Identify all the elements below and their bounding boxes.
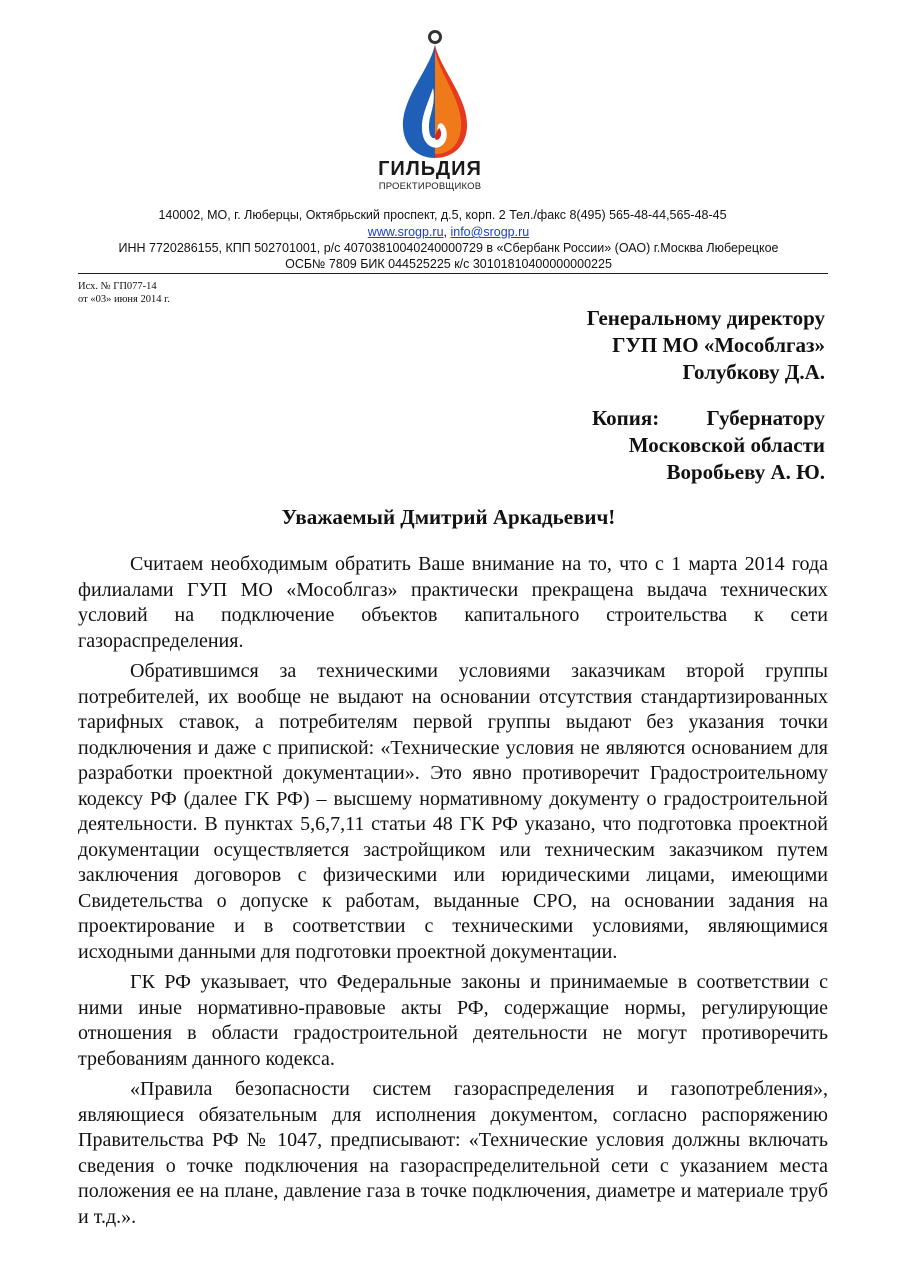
body-paragraph: Считаем необходимым обратить Ваше внимание на то, что с 1 марта 2014 года филиалами ГУП МО «Мособлгаз» практически прекращена выдача технических условий на подключение объектов капитального строительства к сети газораспределения. <box>78 553 828 652</box>
body-paragraph: «Правила безопасности систем газораспределения и газопотребления», являющиеся обязательным для исполнения документом, согласно распоряжению Правительства РФ № 1047, предписывают: «Технические условия должны включать сведения о точке подключения на газораспределительной сети с указанием места положения ее на плане, давление газа в точке подключения, диаметре и материале труб и т.д.». <box>78 1078 828 1228</box>
recipient-block <box>587 305 825 386</box>
salutation: Уважаемый Дмитрий Аркадьевич! <box>281 505 616 529</box>
outgoing-number: Исх. № ГП077-14 <box>78 281 157 292</box>
brand-subtitle: ПРОЕКТИРОВЩИКОВ <box>378 181 482 192</box>
recipient-organization: ГУП МО «Мособлгаз» <box>612 333 825 357</box>
outgoing-reference <box>78 280 170 306</box>
letter-body <box>78 552 828 1235</box>
recipient-title: Генеральному директору <box>586 306 825 330</box>
website-link[interactable]: www.srogp.ru <box>367 225 444 239</box>
email-link[interactable]: info@srogp.ru <box>450 225 530 239</box>
bank-details-line-1: ИНН 7720286155, КПП 502701001, р/с 40703810040240000729 в «Сбербанк России» (ОАО) г.Москва Люберецкое <box>118 241 779 255</box>
copy-title: Копия: Губернатору <box>592 406 825 430</box>
copy-name: Воробьеву А. Ю. <box>666 460 825 484</box>
gildia-logo-icon <box>395 28 475 160</box>
brand-name: ГИЛЬДИЯ <box>378 158 482 180</box>
outgoing-date: от «03» июня 2014 г. <box>78 294 170 305</box>
copy-region: Московской области <box>628 433 825 457</box>
web-separator: , <box>443 225 451 239</box>
company-address: 140002, МО, г. Люберцы, Октябрьский проспект, д.5, корп. 2 Тел./факс 8(495) 565-48-44,565-48-45 <box>158 208 727 222</box>
body-paragraph: Обратившимся за техническими условиями заказчикам второй группы потребителей, их вообще не выдают на основании отсутствия стандартизированных тарифных ставок, а потребителям первой группы выдают без указания точки подключения и даже с припиской: «Технические условия не являются основанием для разработки проектной документации». Это явно противоречит Градостроительному кодексу РФ (далее ГК РФ) – высшему нормативному документу о градостроительной деятельности. В пунктах 5,6,7,11 статьи 48 ГК РФ указано, что подготовка проектной документации осуществляется застройщиком или техническим заказчиком путем заключения договоров с физическими или юридическими лицами, имеющими Свидетельства о допуске к работам, выданные СРО, на основании задания на проектирование и в соответствии с техническими условиями, являющимися исходными данными для подготовки проектной документации. <box>78 660 828 963</box>
bank-details-line-2: ОСБ№ 7809 БИК 044525225 к/с 30101810400000000225 <box>285 257 612 271</box>
copy-recipient-block <box>592 405 825 486</box>
recipient-name: Голубкову Д.А. <box>682 360 825 384</box>
web-contacts <box>0 225 897 239</box>
body-paragraph: ГК РФ указывает, что Федеральные законы и принимаемые в соответствии с ними иные нормативно-правовые акты РФ, содержащие нормы, регулирующие отношения в области градостроительной деятельности не могут противоречить требованиям данного кодекса. <box>78 971 828 1070</box>
header-divider <box>78 273 828 274</box>
